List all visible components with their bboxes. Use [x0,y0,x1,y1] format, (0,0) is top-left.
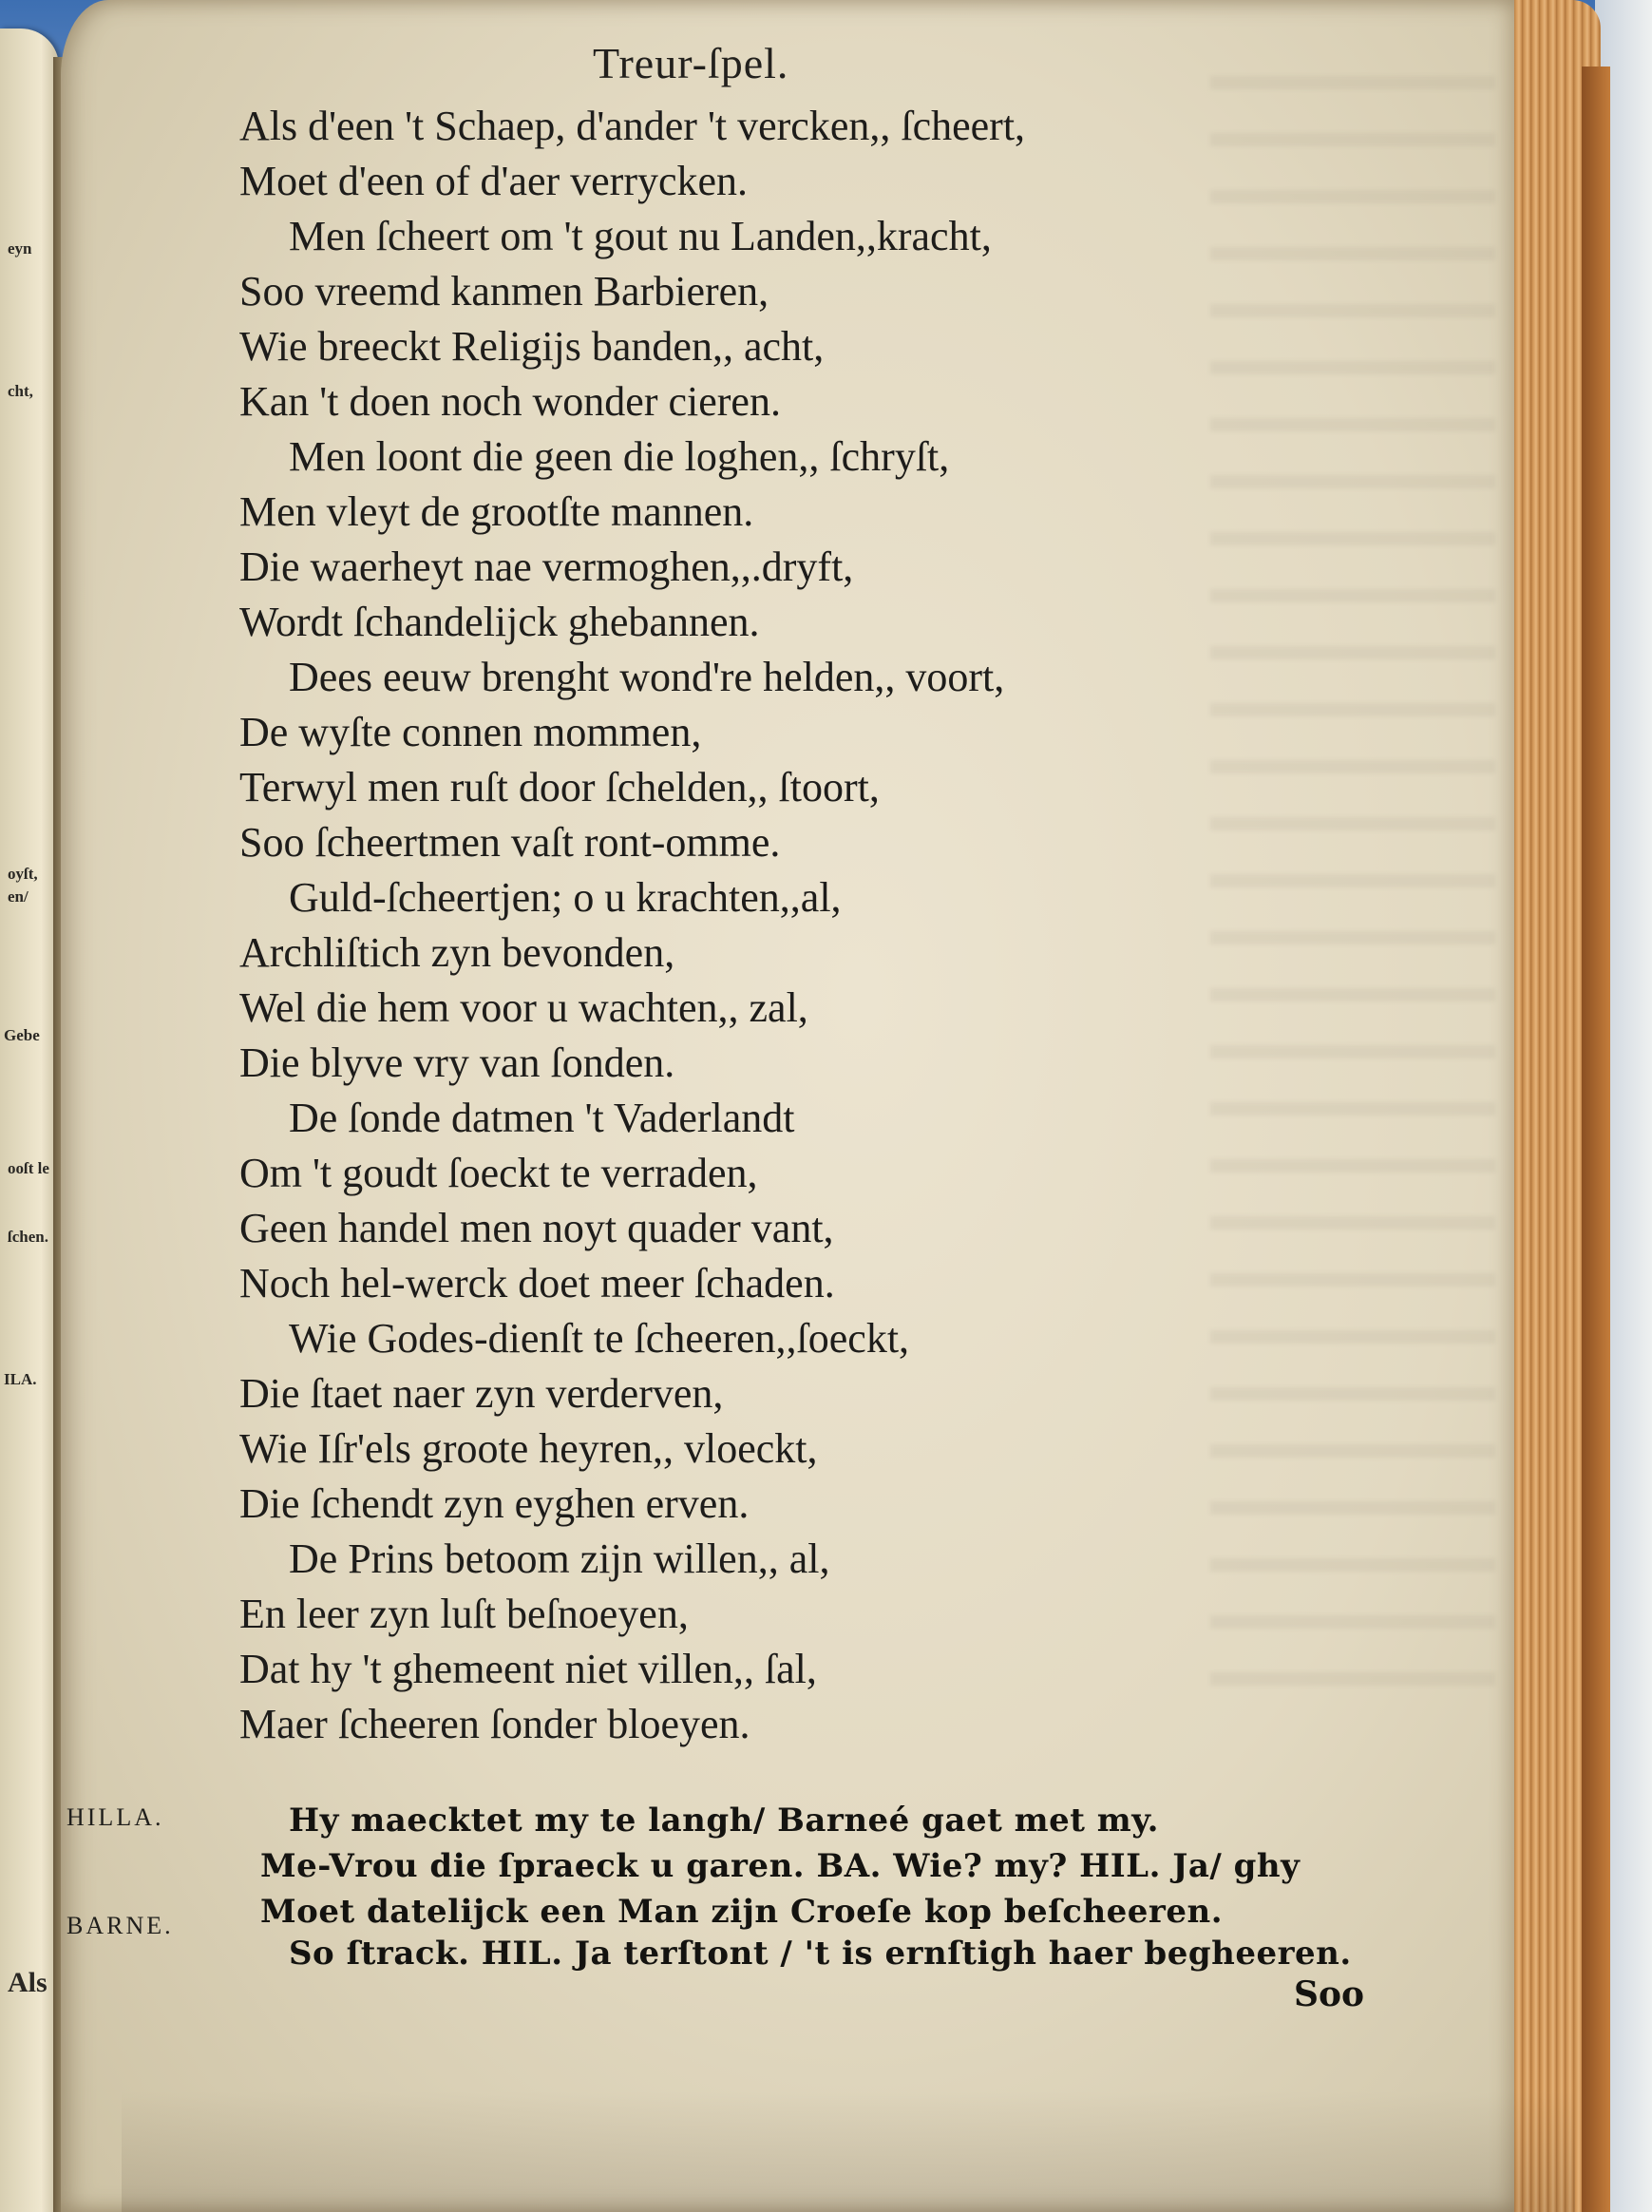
verse-line: De wyſte connen mommen, [239,709,702,755]
dialogue-line: Moet datelijck een Man zijn Croeſe kop beſcheeren. [260,1893,1224,1931]
book-binding [1582,67,1610,2212]
speaker-label: BARNE. [66,1912,174,1939]
verse-line: Wordt ſchandelijck ghebannen. [239,599,760,645]
verse-line: De Prins betoom zijn willen,, al, [289,1535,830,1582]
verse-line: De ſonde datmen 't Vaderlandt [289,1095,795,1141]
verse-line: Wie Iſr'els groote heyren,, vloeckt, [239,1425,818,1472]
verse-line: Wie Godes-dienſt te ſcheeren,,ſoeckt, [289,1315,910,1362]
left-margin-fragment: ooſt le [8,1159,49,1177]
dialogue-line: Me-Vrou die ſpraeck u garen. BA. Wie? my? HIL. Ja/ ghy [260,1847,1301,1885]
verse-block [239,99,1284,1752]
verse-line: Om 't goudt ſoeckt te verraden, [239,1150,758,1196]
left-margin-fragment: ILA. [4,1370,37,1388]
left-margin-fragment: cht, [8,382,33,400]
dialogue-line: So ſtrack. HIL. Ja terſtont / 't is ernſtigh haer begheeren. [289,1935,1352,1973]
verse-line: Archliſtich zyn bevonden, [239,929,675,976]
verse-line: Die blyve vry van ſonden. [239,1039,675,1086]
left-margin-fragment: Als [8,1967,47,1998]
running-header: Treur-ſpel. [593,39,789,87]
dialogue-line: Hy maecktet my te langh/ Barneé gaet met my. [289,1802,1159,1840]
verse-line: Men loont die geen die loghen,, ſchryſt, [289,433,950,480]
verse-line: Die ſtaet naer zyn verderven, [239,1370,724,1417]
verse-line: Soo ſcheertmen vaſt ront-omme. [239,819,781,866]
verse-line: Als d'een 't Schaep, d'ander 't vercken,, ſcheert, [239,103,1026,149]
verse-line: Wel die hem voor u wachten,, zal, [239,984,808,1031]
verse-line: Noch hel-werck doet meer ſchaden. [239,1260,835,1306]
verse-line: Men ſcheert om 't gout nu Landen,,kracht, [289,213,992,259]
verse-line: Soo vreemd kanmen Barbieren, [239,268,769,315]
verse-line: Die ſchendt zyn eyghen erven. [239,1480,750,1527]
left-margin-fragment: eyn [8,239,32,257]
left-margin-fragment: en/ [8,887,28,906]
verse-line: Geen handel men noyt quader vant, [239,1205,834,1251]
verse-line: Die waerheyt nae vermoghen,,.dryft, [239,543,854,590]
left-margin-fragment: ſchen. [8,1228,48,1246]
verse-line: Maer ſcheeren ſonder bloeyen. [239,1701,750,1747]
left-margin-fragment: oyſt, [8,865,38,883]
page [61,0,1514,2212]
verse-line: Kan 't doen noch wonder cieren. [239,378,781,425]
verse-line: Moet d'een of d'aer verrycken. [239,158,749,204]
verse-line: Dees eeuw brenght wond're helden,, voort, [289,654,1005,700]
verse-line: Guld-ſcheertjen; o u krachten,,al, [289,874,842,921]
verse-line: En leer zyn luſt beſnoeyen, [239,1591,689,1637]
left-page-edge [0,29,59,2212]
verse-line: Men vleyt de grootſte mannen. [239,488,754,535]
verse-line: Wie breeckt Religijs banden,, acht, [239,323,825,370]
catchword: Soo [1294,1974,1365,2014]
verse-line: Terwyl men ruſt door ſchelden,, ſtoort, [239,764,880,810]
left-margin-fragment: Gebe [4,1026,40,1044]
page-shadow [122,2090,1575,2212]
verse-line: Dat hy 't ghemeent niet villen,, ſal, [239,1646,817,1692]
speaker-label: HILLA. [66,1803,164,1831]
